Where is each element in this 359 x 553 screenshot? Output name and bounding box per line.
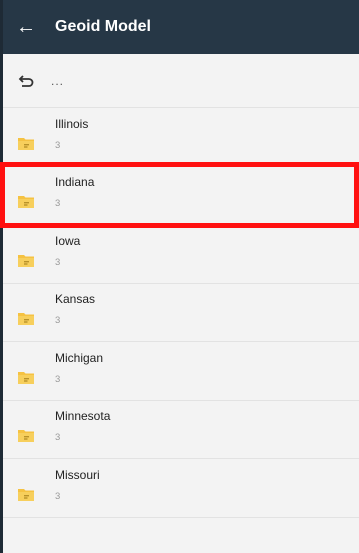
folder-texts bbox=[55, 234, 80, 268]
folder-item-count: 3 bbox=[55, 315, 61, 327]
folder-name: Illinois bbox=[55, 116, 89, 131]
folder-item-count: 3 bbox=[55, 373, 61, 385]
folder-row[interactable] bbox=[3, 459, 359, 518]
folder-texts bbox=[55, 468, 100, 502]
folder-row[interactable] bbox=[3, 225, 359, 284]
page-title: Geoid Model bbox=[55, 18, 151, 35]
folder-icon bbox=[3, 369, 49, 385]
folder-icon bbox=[3, 486, 49, 502]
folder-icon bbox=[3, 310, 49, 326]
folder-name: Indiana bbox=[55, 175, 95, 190]
arrow-left-icon: ← bbox=[16, 15, 36, 38]
folder-texts bbox=[55, 292, 95, 326]
folder-item-count: 3 bbox=[55, 139, 61, 151]
folder-name: Michigan bbox=[55, 350, 104, 365]
folder-item-count: 3 bbox=[55, 432, 61, 444]
app-screen bbox=[3, 0, 359, 553]
folder-name: Minnesota bbox=[55, 409, 111, 424]
folder-row[interactable] bbox=[3, 108, 359, 167]
back-button[interactable] bbox=[3, 0, 49, 54]
folder-row[interactable] bbox=[3, 284, 359, 343]
return-arrow-icon bbox=[3, 74, 49, 88]
folder-row[interactable] bbox=[3, 167, 359, 226]
folder-texts bbox=[55, 175, 94, 209]
parent-folder-row[interactable] bbox=[3, 54, 359, 108]
folder-texts bbox=[55, 409, 110, 443]
folder-item-count: 3 bbox=[55, 256, 61, 268]
folder-row[interactable] bbox=[3, 401, 359, 460]
folder-icon bbox=[3, 193, 49, 209]
folder-name: Iowa bbox=[55, 233, 81, 248]
folder-row[interactable] bbox=[3, 342, 359, 401]
folder-item-count: 3 bbox=[55, 198, 61, 210]
app-bar bbox=[3, 0, 359, 54]
folder-item-count: 3 bbox=[55, 490, 61, 502]
folder-icon bbox=[3, 135, 49, 151]
folder-icon bbox=[3, 427, 49, 443]
parent-folder-label: ... bbox=[51, 73, 65, 88]
folder-name: Missouri bbox=[55, 467, 100, 482]
folder-icon bbox=[3, 252, 49, 268]
folder-texts bbox=[55, 351, 103, 385]
folder-list bbox=[3, 108, 359, 518]
folder-name: Kansas bbox=[55, 292, 96, 307]
folder-texts bbox=[55, 117, 88, 151]
